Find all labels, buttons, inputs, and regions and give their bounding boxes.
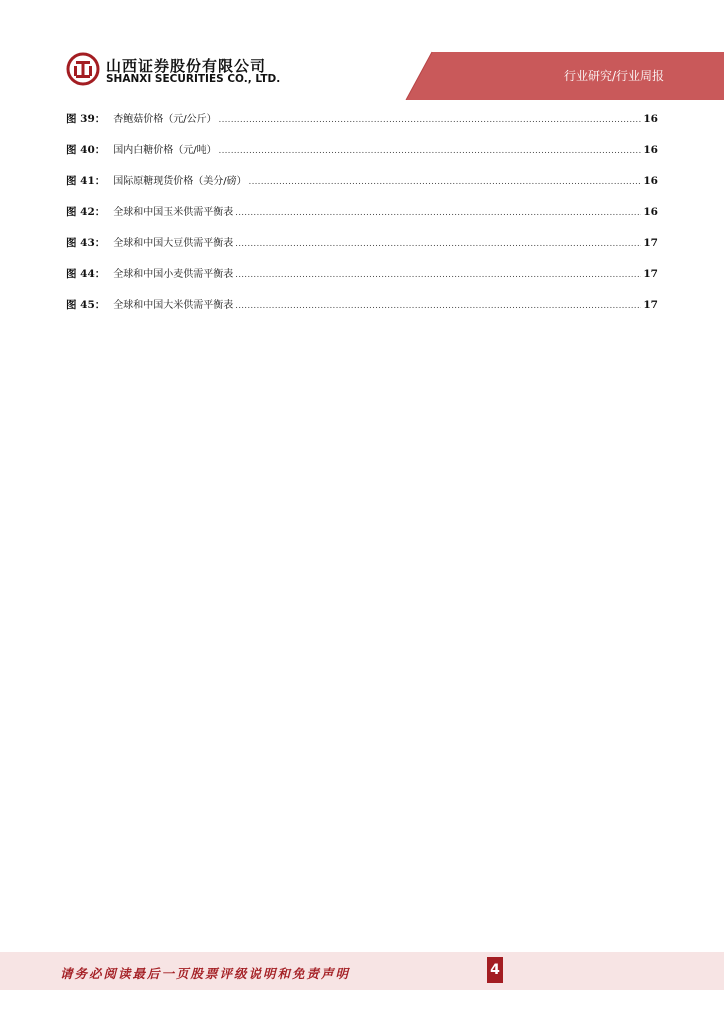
dot-leader — [249, 177, 642, 186]
toc-entry[interactable] — [66, 203, 658, 234]
header-band — [0, 0, 724, 100]
page-ref: 17 — [643, 299, 658, 311]
figure-title: 国际原糖现货价格（美分/磅） — [113, 176, 247, 187]
figure-number: 图 41： — [66, 175, 106, 187]
figure-title: 全球和中国大米供需平衡表 — [113, 300, 234, 311]
page-number: 4 — [487, 957, 503, 983]
dot-leader — [219, 146, 642, 155]
figure-title: 杏鲍菇价格（元/公斤） — [113, 114, 217, 125]
page-footer — [0, 952, 724, 990]
figure-title: 国内白糖价格（元/吨） — [113, 145, 217, 156]
dot-leader — [235, 208, 641, 217]
page-ref: 17 — [643, 237, 658, 249]
figure-list — [66, 110, 658, 327]
figure-number: 图 39： — [66, 113, 106, 125]
figure-number: 图 42： — [66, 206, 106, 218]
report-category: 行业研究/行业周报 — [563, 69, 664, 83]
dot-leader — [235, 270, 641, 279]
figure-number: 图 43： — [66, 237, 106, 249]
company-name-cn: 山西证券股份有限公司 — [106, 57, 267, 75]
figure-title: 全球和中国小麦供需平衡表 — [113, 269, 234, 280]
figure-title: 全球和中国大豆供需平衡表 — [113, 238, 234, 249]
page-ref: 16 — [643, 175, 658, 187]
page-ref: 16 — [643, 113, 658, 125]
dot-leader — [235, 301, 641, 310]
dot-leader — [235, 239, 641, 248]
figure-number: 图 40： — [66, 144, 106, 156]
page-ref: 16 — [643, 206, 658, 218]
page-ref: 16 — [643, 144, 658, 156]
toc-entry[interactable] — [66, 234, 658, 265]
figure-title: 全球和中国玉米供需平衡表 — [113, 207, 234, 218]
company-name-en: SHANXI SECURITIES CO., LTD. — [106, 73, 281, 85]
toc-entry[interactable] — [66, 141, 658, 172]
toc-entry[interactable] — [66, 110, 658, 141]
dot-leader — [219, 115, 642, 124]
page-header — [0, 0, 724, 100]
figure-number: 图 45： — [66, 299, 106, 311]
company-logo-icon — [66, 52, 100, 86]
disclaimer-notice: 请务必阅读最后一页股票评级说明和免责声明 — [60, 966, 351, 981]
figure-number: 图 44： — [66, 268, 106, 280]
toc-entry[interactable] — [66, 296, 658, 327]
page-ref: 17 — [643, 268, 658, 280]
toc-entry[interactable] — [66, 172, 658, 203]
toc-entry[interactable] — [66, 265, 658, 296]
